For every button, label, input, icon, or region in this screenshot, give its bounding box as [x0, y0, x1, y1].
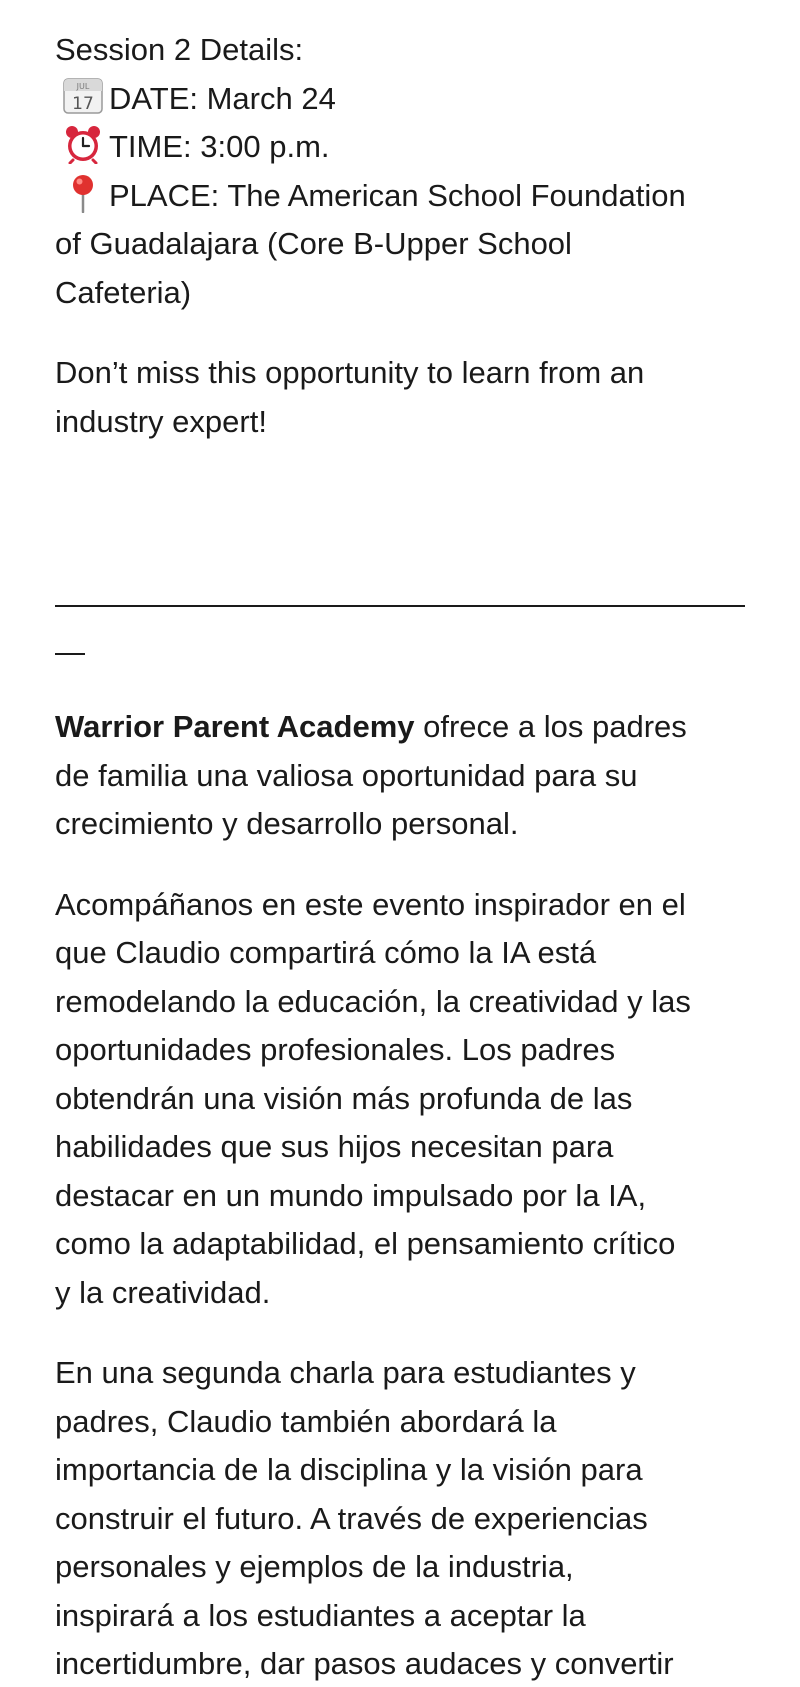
place-line [55, 172, 745, 221]
second-talk-line: construir el futuro. A través de experiencias [55, 1500, 648, 1536]
cta-line-1: Don’t miss this opportunity to learn from an [55, 355, 645, 390]
event-paragraph [55, 881, 745, 1318]
place-text-1: PLACE: The American School Foundation [109, 177, 686, 213]
second-talk-line: En una segunda charla para estudiantes y [55, 1355, 636, 1390]
academy-line-2: de familia una valiosa oportunidad para su [55, 757, 638, 793]
calendar-icon [61, 76, 105, 116]
second-talk-line: importancia de la disciplina y la visión para [55, 1452, 643, 1487]
calendar-month: JUL [76, 81, 90, 91]
event-line: remodelando la educación, la creatividad y las [55, 983, 691, 1019]
event-line: como la adaptabilidad, el pensamiento crítico [55, 1226, 676, 1261]
divider-line [55, 566, 745, 615]
second-talk-paragraph [55, 1349, 745, 1687]
divider-rule [55, 566, 745, 663]
place-text-3: Cafeteria) [55, 274, 192, 310]
time-line [55, 123, 745, 172]
date-text: DATE: March 24 [109, 80, 336, 116]
event-line: Acompáñanos en este evento inspirador en el [55, 886, 686, 922]
academy-paragraph [55, 703, 745, 849]
academy-name: Warrior Parent Academy [55, 709, 415, 744]
event-line: destacar en un mundo impulsado por la IA, [55, 1177, 647, 1213]
place-text-2: of Guadalajara (Core B-Upper School [55, 226, 572, 261]
alarm-clock-icon [61, 124, 105, 164]
cta-paragraph [55, 349, 745, 446]
date-line [55, 75, 745, 124]
academy-line-1-rest: ofrece a los padres [414, 709, 687, 744]
second-talk-line: personales y ejemplos de la industria, [55, 1549, 574, 1584]
session-heading: Session 2 Details: [55, 32, 304, 67]
second-talk-line: padres, Claudio también abordará la [55, 1403, 557, 1439]
cta-line-2: industry expert! [55, 403, 267, 439]
event-line: habilidades que sus hijos necesitan para [55, 1129, 614, 1164]
academy-line-1 [55, 703, 745, 752]
event-line: y la creatividad. [55, 1274, 271, 1310]
session-details [55, 0, 745, 317]
time-text: TIME: 3:00 p.m. [109, 129, 330, 164]
event-line: obtendrán una visión más profunda de las [55, 1080, 633, 1116]
event-line: que Claudio compartirá cómo la IA está [55, 935, 597, 970]
academy-line-3: crecimiento y desarrollo personal. [55, 806, 519, 841]
second-talk-line: incertidumbre, dar pasos audaces y convertir [55, 1646, 674, 1681]
event-line: oportunidades profesionales. Los padres [55, 1032, 616, 1067]
round-pushpin-icon [61, 173, 105, 213]
second-talk-line: inspirará a los estudiantes a aceptar la [55, 1597, 586, 1633]
divider-line-tail [55, 615, 745, 664]
calendar-day: 17 [72, 93, 94, 114]
